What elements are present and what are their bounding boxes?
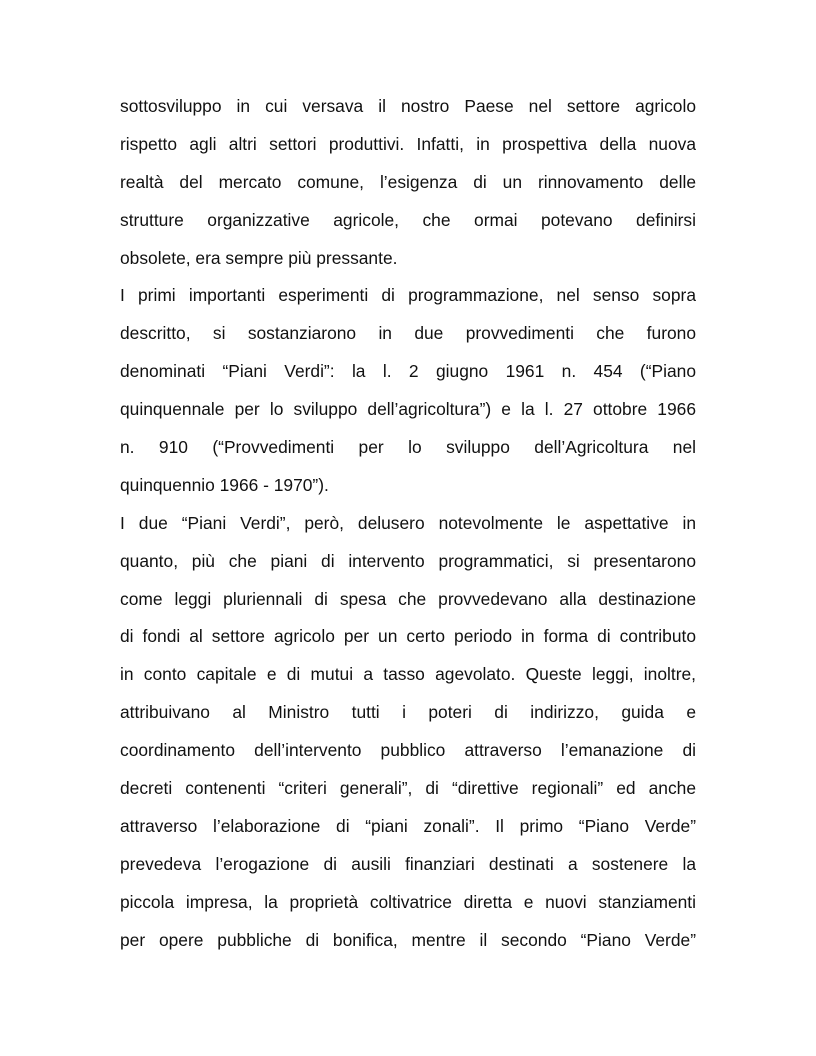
paragraph-3 (120, 509, 696, 964)
paragraph-1 (120, 92, 696, 281)
text-line: quinquennio 1966 - 1970”). (120, 474, 329, 495)
text-line: obsolete, era sempre più pressante. (120, 247, 398, 268)
text-line: realtà del mercato comune, l’esigenza di un rinnovamento delle (120, 171, 696, 192)
text-line: decreti contenenti “criteri generali”, di “direttive regionali” ed anche (120, 778, 696, 799)
text-line: piccola impresa, la proprietà coltivatrice diretta e nuovi stanziamenti (120, 891, 696, 912)
paragraph-2 (120, 281, 696, 508)
text-line: quanto, più che piani di intervento programmatici, si presentarono (120, 550, 696, 571)
text-line: rispetto agli altri settori produttivi. Infatti, in prospettiva della nuova (120, 133, 696, 154)
text-line: sottosviluppo in cui versava il nostro Paese nel settore agricolo (120, 96, 696, 116)
text-line: come leggi pluriennali di spesa che provvedevano alla destinazione (120, 588, 696, 609)
text-line: n. 910 (“Provvedimenti per lo sviluppo dell’Agricoltura nel (120, 437, 696, 458)
text-line: prevedeva l’erogazione di ausili finanziari destinati a sostenere la (120, 853, 696, 874)
text-line: descritto, si sostanziarono in due provvedimenti che furono (120, 323, 696, 344)
body-text (120, 92, 696, 963)
text-line: strutture organizzative agricole, che ormai potevano definirsi (120, 209, 696, 230)
text-line: attraverso l’elaborazione di “piani zonali”. Il primo “Piano Verde” (120, 815, 696, 836)
text-line: attribuivano al Ministro tutti i poteri di indirizzo, guida e (120, 702, 696, 723)
text-line: di fondi al settore agricolo per un certo periodo in forma di contributo (120, 626, 696, 647)
text-line: coordinamento dell’intervento pubblico attraverso l’emanazione di (120, 740, 696, 761)
text-line: I due “Piani Verdi”, però, delusero notevolmente le aspettative in (120, 512, 696, 533)
text-line: denominati “Piani Verdi”: la l. 2 giugno 1961 n. 454 (“Piano (120, 361, 696, 382)
text-line: quinquennale per lo sviluppo dell’agricoltura”) e la l. 27 ottobre 1966 (120, 399, 696, 420)
text-line: per opere pubbliche di bonifica, mentre il secondo “Piano Verde” (120, 929, 696, 950)
text-line: in conto capitale e di mutui a tasso agevolato. Queste leggi, inoltre, (120, 664, 696, 685)
text-line: I primi importanti esperimenti di programmazione, nel senso sopra (120, 285, 696, 306)
